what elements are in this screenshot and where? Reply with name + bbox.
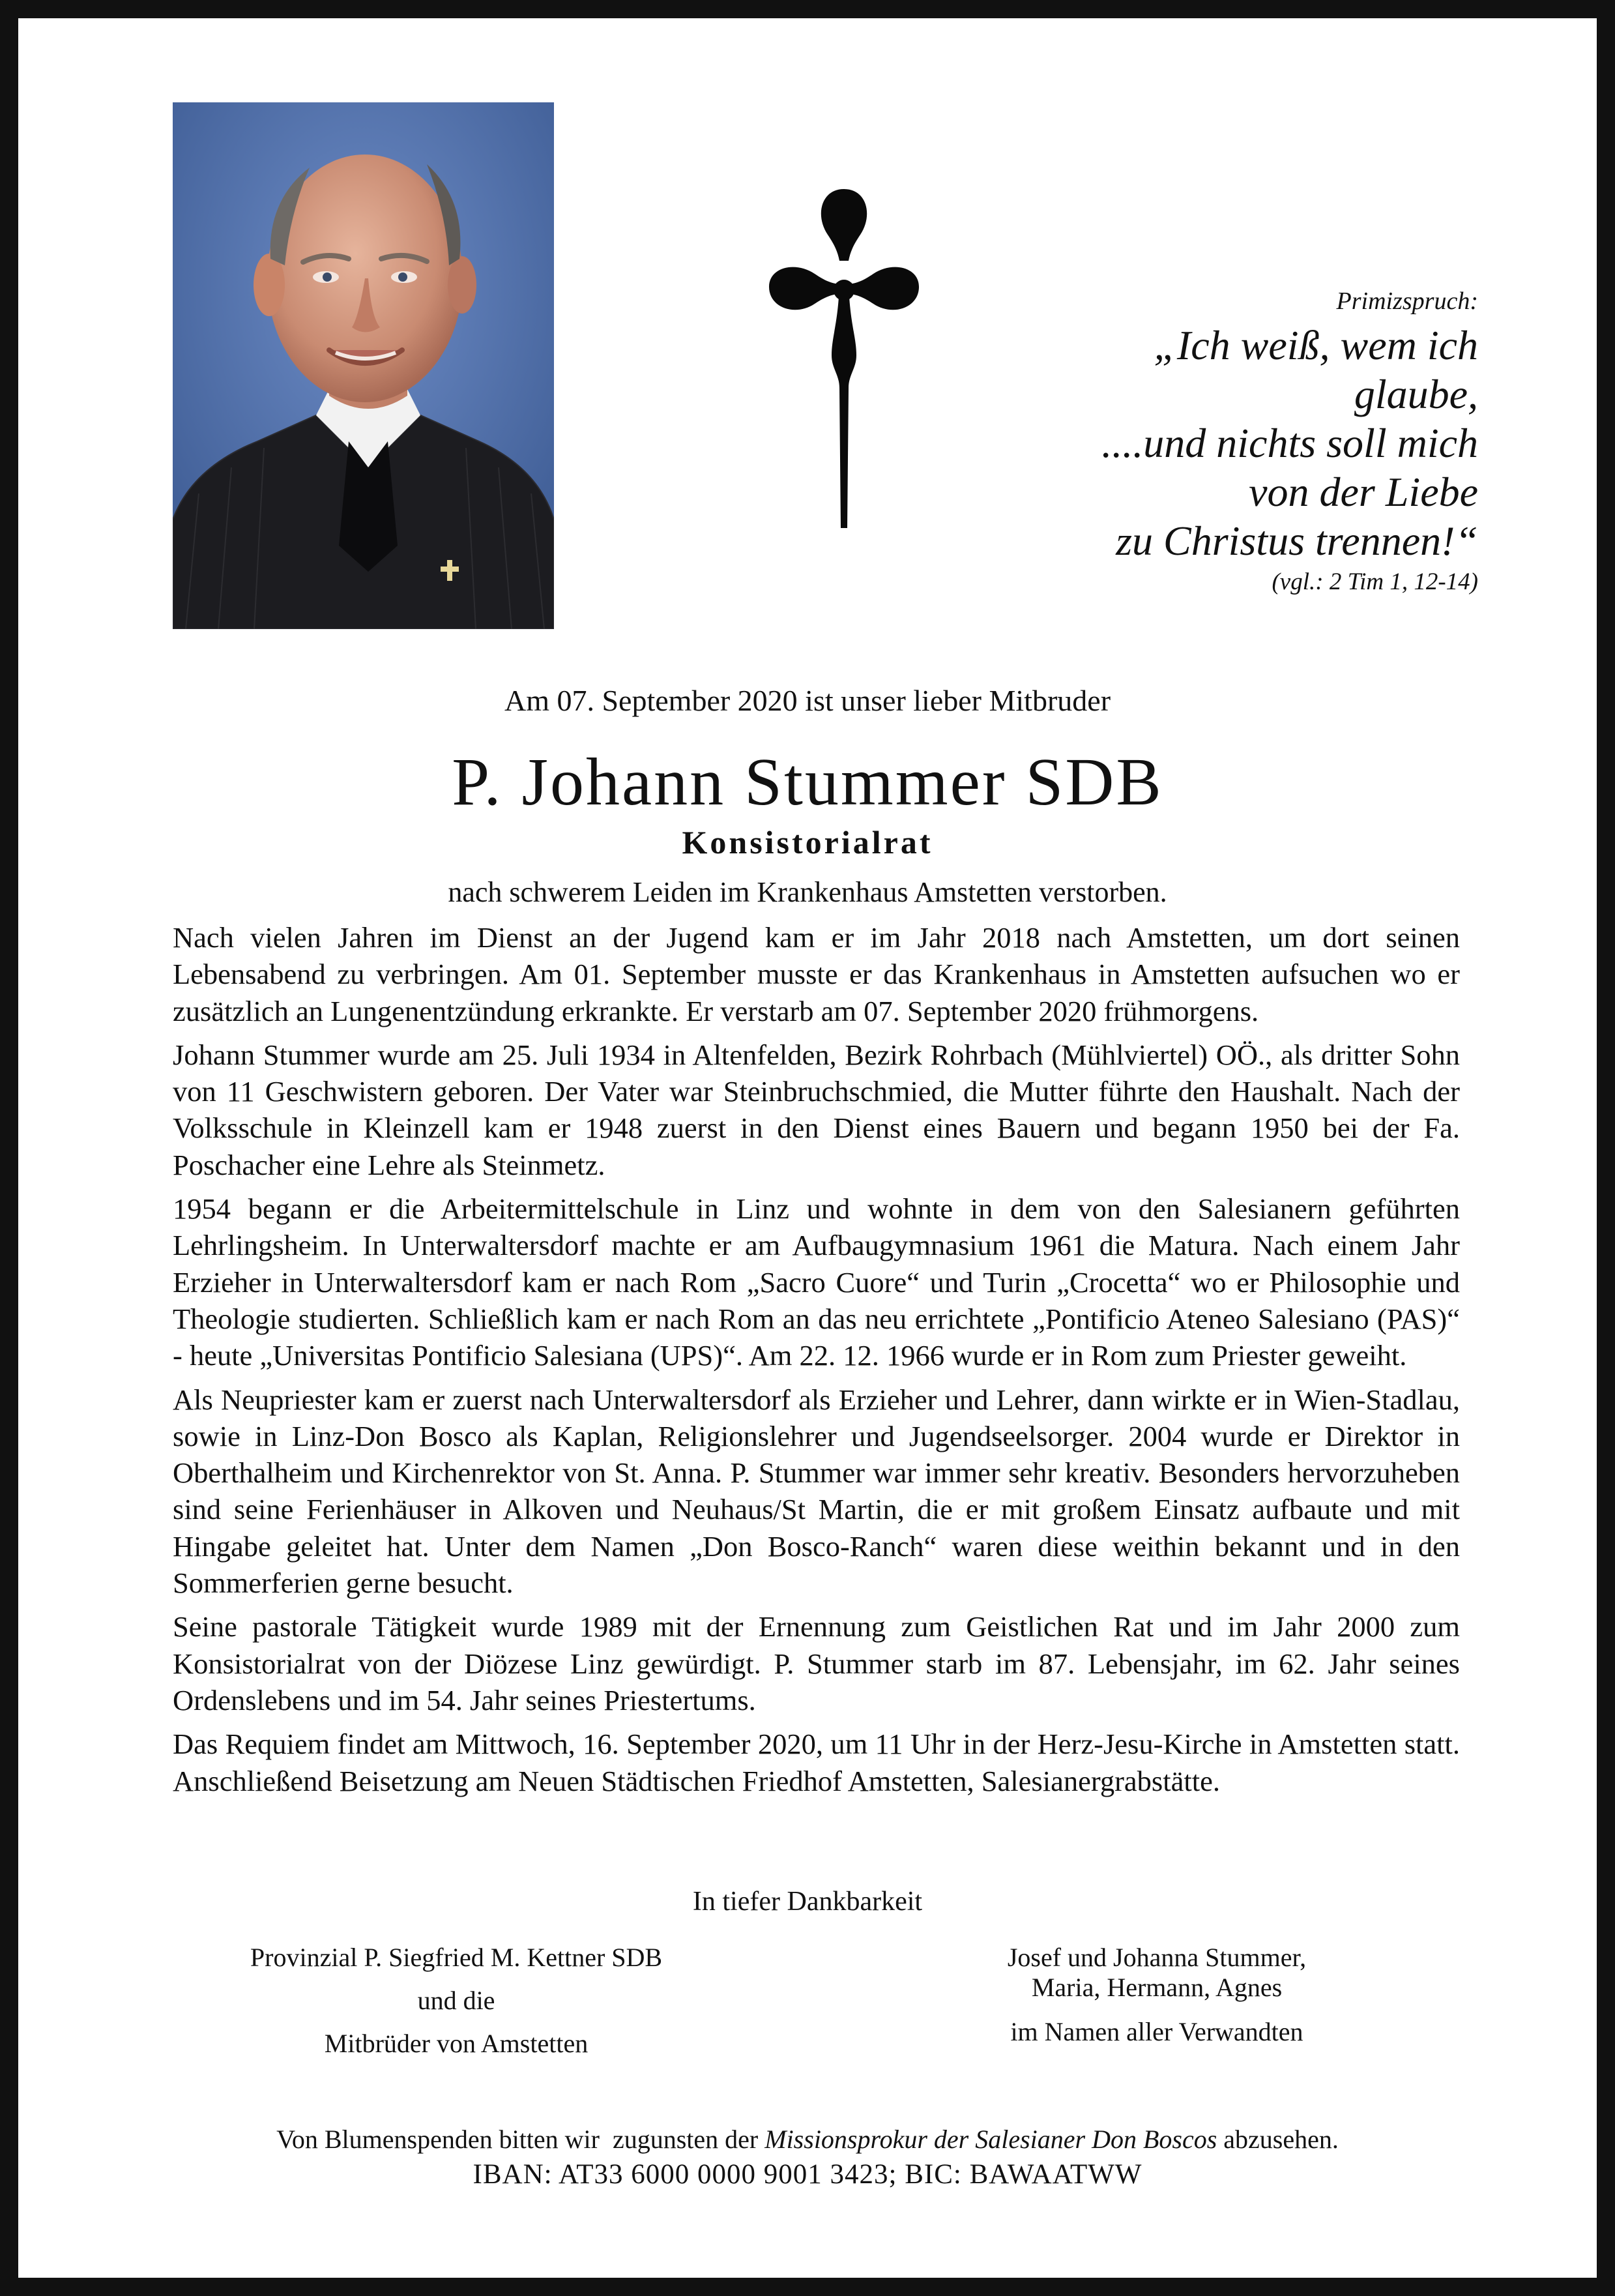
motto-line: zu Christus trennen!“	[1116, 518, 1478, 564]
signature-line: Maria, Hermann, Agnes	[1031, 1973, 1283, 2002]
donation-text: abzusehen.	[1217, 2125, 1339, 2154]
signature-clergy	[209, 1943, 704, 2072]
biography-paragraph: Nach vielen Jahren im Dienst an der Jugend kam er im Jahr 2018 nach Amstetten, um dort seinen Lebensabend zu verbringen. Am 01. September musste er das Krankenhaus in Amstetten aufsuchen wo er zusätzlich an Lungenentzündung erkrankte. Er verstarb am 07. September 2020 frühmorgens.	[173, 921, 1460, 1027]
biography	[173, 919, 1460, 1806]
motto-line: von der Liebe	[1249, 469, 1478, 515]
donation-recipient: Missionsprokur der Salesianer Don Boscos	[764, 2125, 1217, 2154]
signature-line: Mitbrüder von Amstetten	[324, 2029, 589, 2058]
motto-label: Primizspruch:	[1336, 287, 1478, 315]
signature-line: Provinzial P. Siegfried M. Kettner SDB	[250, 1943, 663, 1972]
motto-line: „Ich weiß, wem ich	[1154, 322, 1478, 368]
primiz-motto	[1022, 287, 1478, 596]
donation-note	[0, 2122, 1615, 2157]
signature-line: Josef und Johanna Stummer,	[1007, 1943, 1307, 1972]
portrait-photo	[173, 102, 554, 629]
biography-paragraph: 1954 begann er die Arbeitermittelschule in Linz und wohnte in dem von den Salesianern geführten Lehrlingsheim. In Unterwaltersdorf machte er am Aufbaugymnasium 1961 die Matura. Nach einem Jahr Erzieher in Unterwaltersdorf kam er nach Rom „Sacro Cuore“ und Turin „Crocetta“ wo er Philosophie und Theologie studierten. Schließlich kam er nach Rom an das neu errichtete „Pontificio Ateneo Salesiano (PAS)“ - heute „Universitas Pontificio Salesiana (UPS)“. Am 22. 12. 1966 wurde er in Rom zum Priester geweiht.	[173, 1192, 1460, 1372]
donation-text: Von Blumenspenden bitten wir zugunsten der	[276, 2125, 765, 2154]
signature-line: und die	[417, 1986, 495, 2015]
biography-paragraph: Seine pastorale Tätigkeit wurde 1989 mit der Ernennung zum Geistlichen Rat und im Jahr 2000 zum Konsistorialrat von der Diözese Linz gewürdigt. P. Stummer starb im 87. Lebensjahr, im 62. Jahr seines Ordenslebens und im 54. Jahr seines Priestertums.	[173, 1610, 1460, 1716]
signature-line: im Namen aller Verwandten	[1010, 2017, 1303, 2046]
deceased-title: Konsistorialrat	[682, 824, 933, 861]
announcement-intro: Am 07. September 2020 ist unser lieber Mitbruder	[504, 684, 1111, 717]
deceased-name: P. Johann Stummer SDB	[452, 744, 1163, 819]
biography-paragraph: Johann Stummer wurde am 25. Juli 1934 in Altenfelden, Bezirk Rohrbach (Mühlviertel) OÖ., als dritter Sohn von 11 Geschwistern geboren. Der Vater war Steinbruchschmied, die Mutter führte den Haushalt. Nach der Volksschule in Kleinzell kam er 1948 zuerst in den Dienst eines Bauern und begann 1950 bei der Fa. Poschacher eine Lehre als Steinmetz.	[173, 1038, 1460, 1181]
biography-paragraph: Das Requiem findet am Mittwoch, 16. September 2020, um 11 Uhr in der Herz-Jesu-Kirche in Amstetten statt. Anschließend Beisetzung am Neuen Städtischen Friedhof Amstetten, Salesianergrabstätte.	[173, 1728, 1460, 1797]
death-note: nach schwerem Leiden im Krankenhaus Amstetten verstorben.	[448, 876, 1167, 908]
signature-family	[909, 1943, 1404, 2047]
motto-line: ....und nichts soll mich	[1101, 420, 1478, 466]
biography-paragraph: Als Neupriester kam er zuerst nach Unterwaltersdorf als Erzieher und Lehrer, dann wirkte er in Wien-Stadlau, sowie in Linz-Don Bosco als Kaplan, Religionslehrer und Jugendseelsorger. 2004 wurde er Direktor in Oberthalheim und Kirchenrektor von St. Anna. P. Stummer war immer sehr kreativ. Besonders hervorzuheben sind seine Ferienhäuser in Alkoven und Neuhaus/St Martin, die er mit großem Einsatz aufbaute und mit Hingabe geleitet hat. Unter dem Namen „Don Bosco-Ranch“ waren diese weithin bekannt und in den Sommerferien gerne besucht.	[173, 1383, 1460, 1600]
donation-footer	[0, 2122, 1615, 2192]
motto-line: glaube,	[1354, 371, 1478, 417]
thanks-line: In tiefer Dankbarkeit	[692, 1887, 923, 1917]
cross-icon	[769, 189, 919, 528]
bank-details: IBAN: AT33 6000 0000 9001 3423; BIC: BAWAATWW	[473, 2159, 1142, 2190]
motto-reference: (vgl.: 2 Tim 1, 12-14)	[1272, 568, 1478, 595]
